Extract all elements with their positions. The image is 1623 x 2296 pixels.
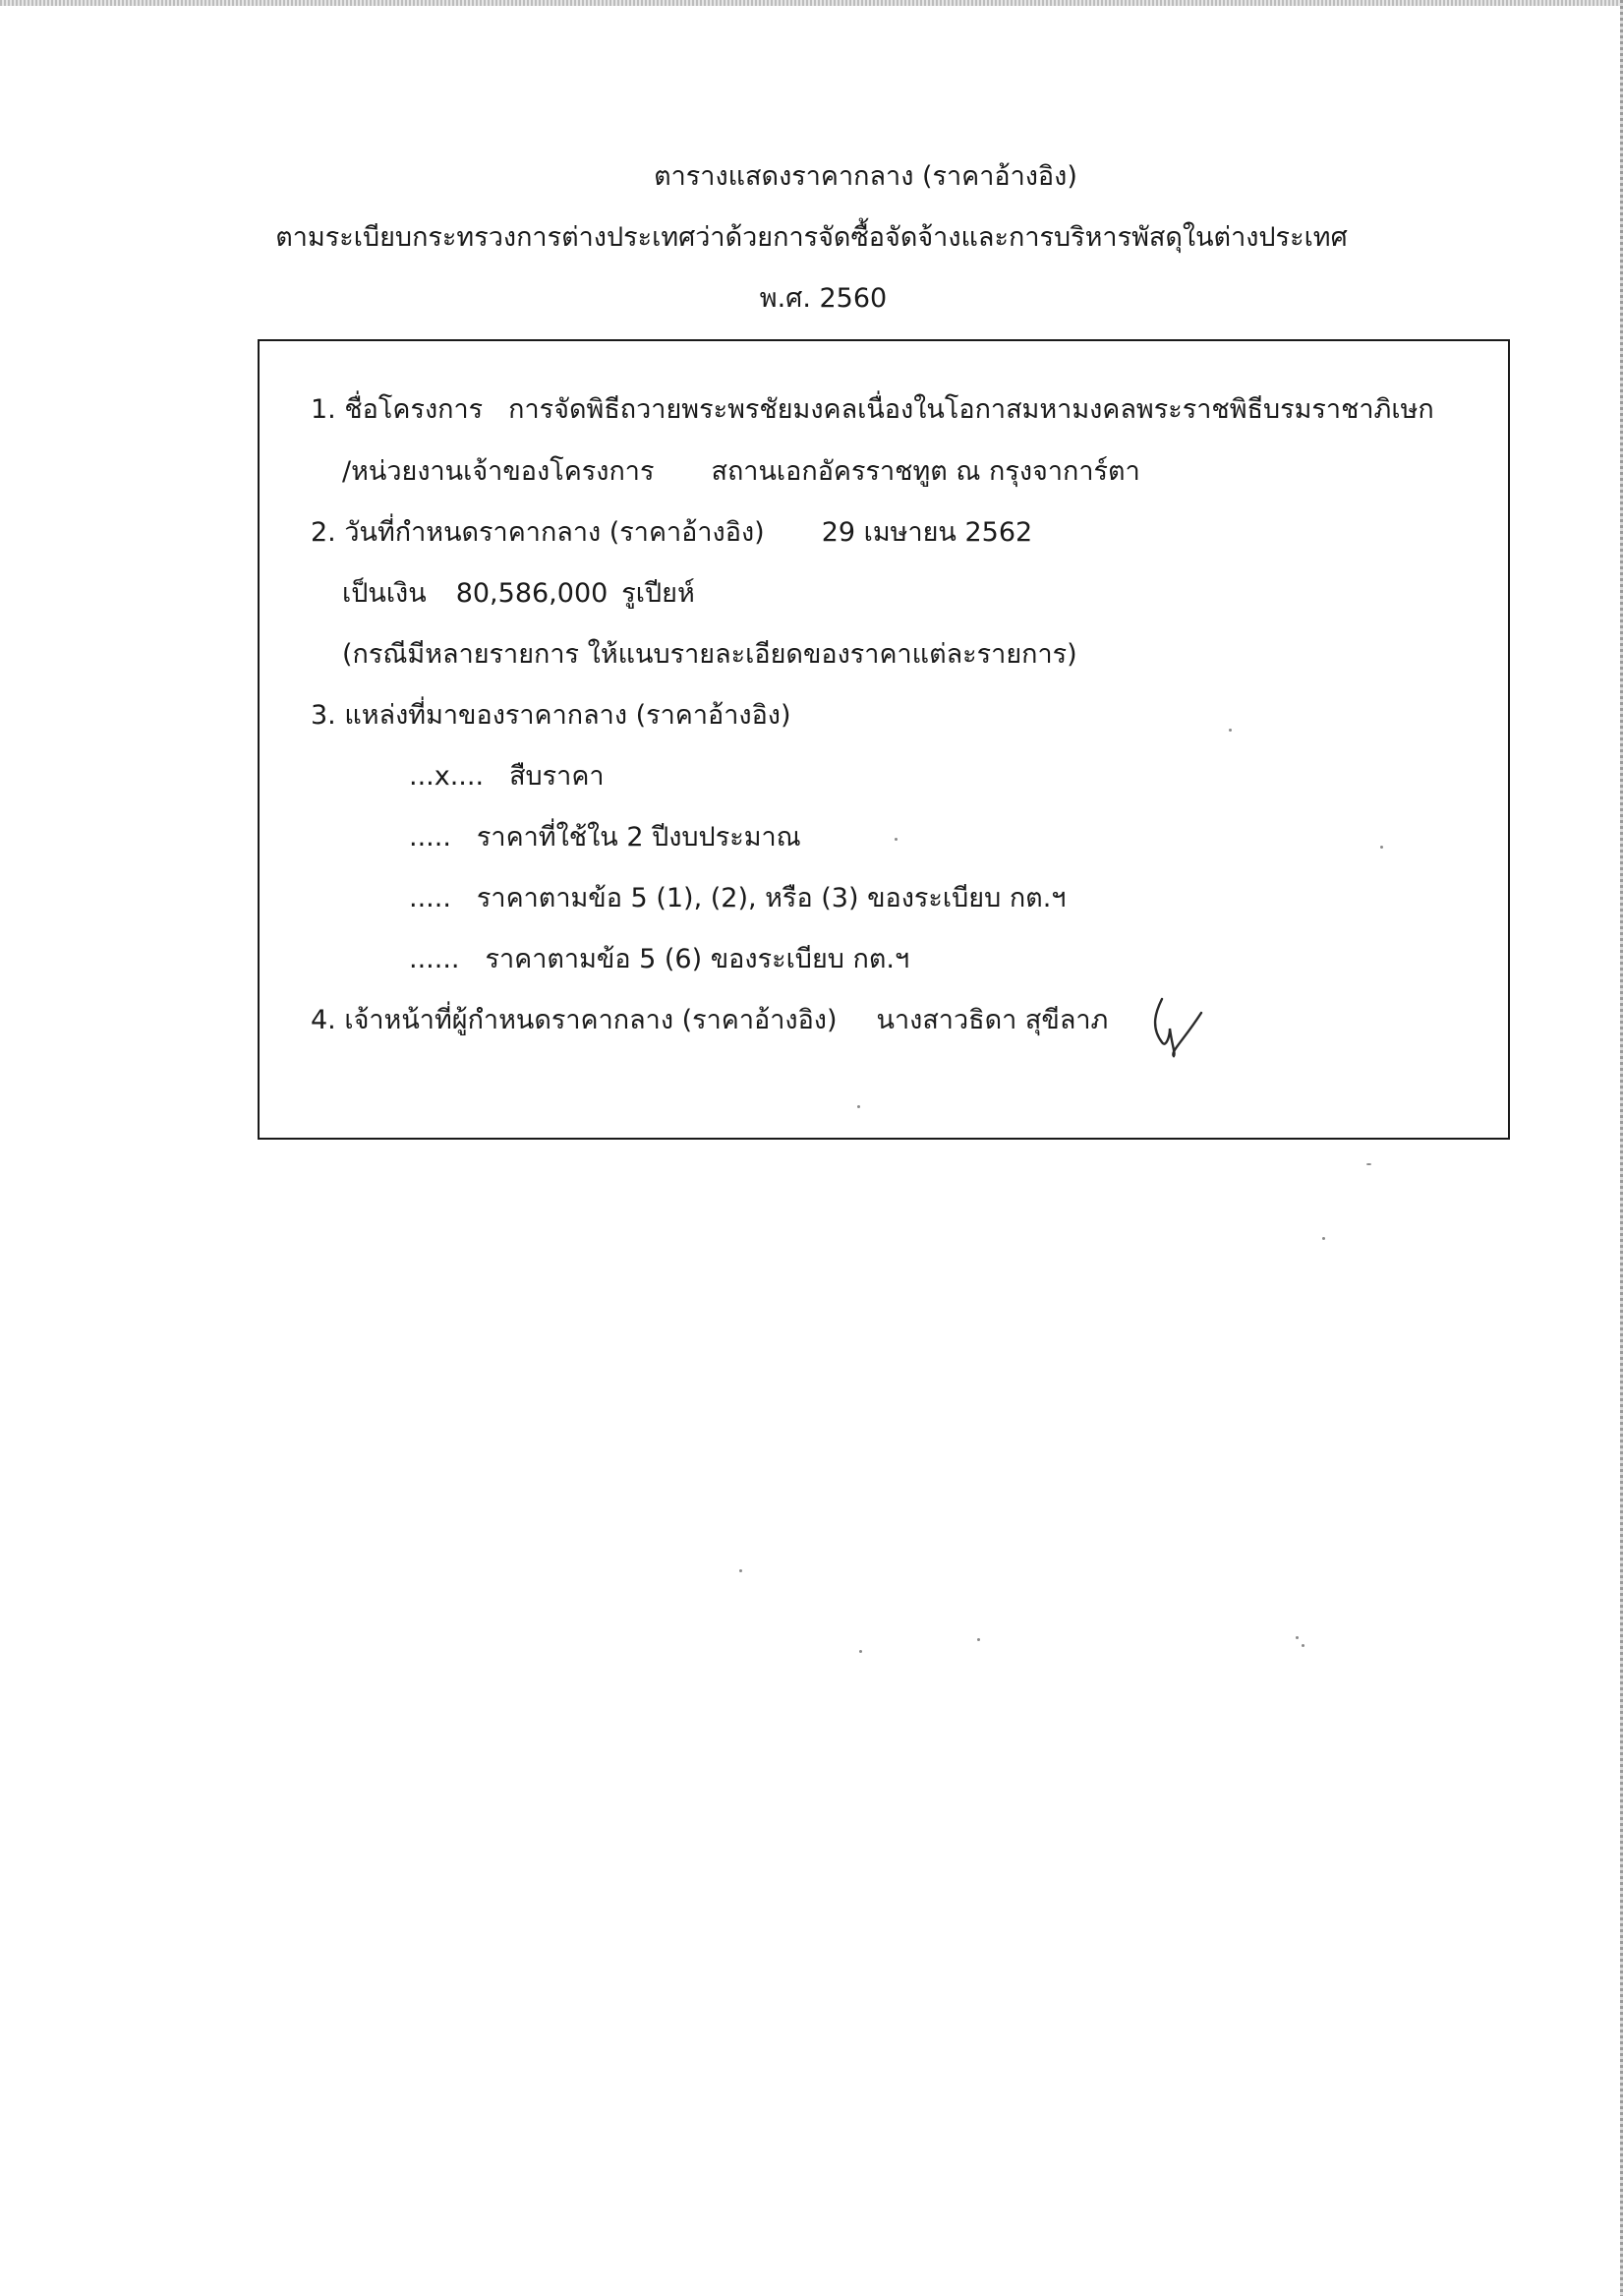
source-option-4-mark: ...... [409, 944, 460, 974]
source-option-1 [409, 759, 605, 795]
owner-value: สถานเอกอัครราชทูต ณ กรุงจาการ์ตา [711, 456, 1140, 487]
scan-edge-top [0, 0, 1623, 6]
scan-speck [1380, 846, 1383, 849]
item2-note: (กรณีมีหลายรายการ ให้แนบรายละเอียดของราคาแต่ละรายการ) [342, 639, 1077, 670]
owner-label: /หน่วยงานเจ้าของโครงการ [342, 456, 655, 487]
source-option-3 [409, 881, 1066, 916]
document-year: พ.ศ. 2560 [759, 283, 888, 314]
reference-date: 29 เมษายน 2562 [821, 517, 1033, 548]
amount-row [342, 576, 695, 612]
source-option-2-text: ราคาที่ใช้ใน 2 ปีงบประมาณ [476, 822, 801, 853]
item1-row [311, 392, 1434, 428]
officer-name: นางสาวธิดา สุขีลาภ [876, 1005, 1109, 1035]
item4-row [311, 1003, 1108, 1038]
scan-speck [1229, 729, 1232, 732]
document-title: ตารางแสดงราคากลาง (ราคาอ้างอิง) [654, 161, 1077, 192]
item1-label: 1. ชื่อโครงการ [311, 394, 484, 425]
currency: รูเปียห์ [621, 578, 695, 609]
project-name: การจัดพิธีถวายพระพรชัยมงคลเนื่องในโอกาสมหามงคลพระราชพิธีบรมราชาภิเษก [508, 394, 1434, 425]
item4-label: 4. เจ้าหน้าที่ผู้กำหนดราคากลาง (ราคาอ้างอิง) [311, 1005, 838, 1035]
document-subtitle: ตามระเบียบกระทรวงการต่างประเทศว่าด้วยการจัดซื้อจัดจ้างและการบริหารพัสดุในต่างประเทศ [275, 222, 1348, 253]
scan-speck [1366, 1163, 1371, 1165]
amount-label: เป็นเงิน [342, 578, 427, 609]
source-option-4-text: ราคาตามข้อ 5 (6) ของระเบียบ กต.ฯ [485, 944, 910, 974]
item2-row [311, 515, 1032, 551]
scan-speck [857, 1105, 860, 1108]
item3-row [311, 698, 791, 734]
source-option-1-mark: ...x.... [409, 761, 485, 792]
signature-mark [1140, 993, 1209, 1062]
scan-speck [1322, 1237, 1325, 1240]
scan-speck [895, 838, 898, 841]
source-option-4 [409, 942, 909, 977]
scan-speck [977, 1638, 980, 1641]
source-option-1-text: สืบราคา [509, 761, 605, 792]
note-row [342, 637, 1077, 673]
source-option-2-mark: ..... [409, 822, 451, 853]
item1-owner-row [342, 454, 1140, 490]
source-option-3-mark: ..... [409, 883, 451, 913]
scan-speck [1302, 1644, 1304, 1647]
source-option-2 [409, 820, 801, 855]
scan-speck [859, 1650, 862, 1653]
scan-speck [739, 1569, 742, 1572]
scan-speck [1296, 1636, 1299, 1639]
amount-value: 80,586,000 [455, 578, 609, 609]
source-option-3-text: ราคาตามข้อ 5 (1), (2), หรือ (3) ของระเบียบ กต.ฯ [476, 883, 1067, 913]
item2-label: 2. วันที่กำหนดราคากลาง (ราคาอ้างอิง) [311, 517, 765, 548]
item3-label: 3. แหล่งที่มาของราคากลาง (ราคาอ้างอิง) [311, 700, 791, 731]
